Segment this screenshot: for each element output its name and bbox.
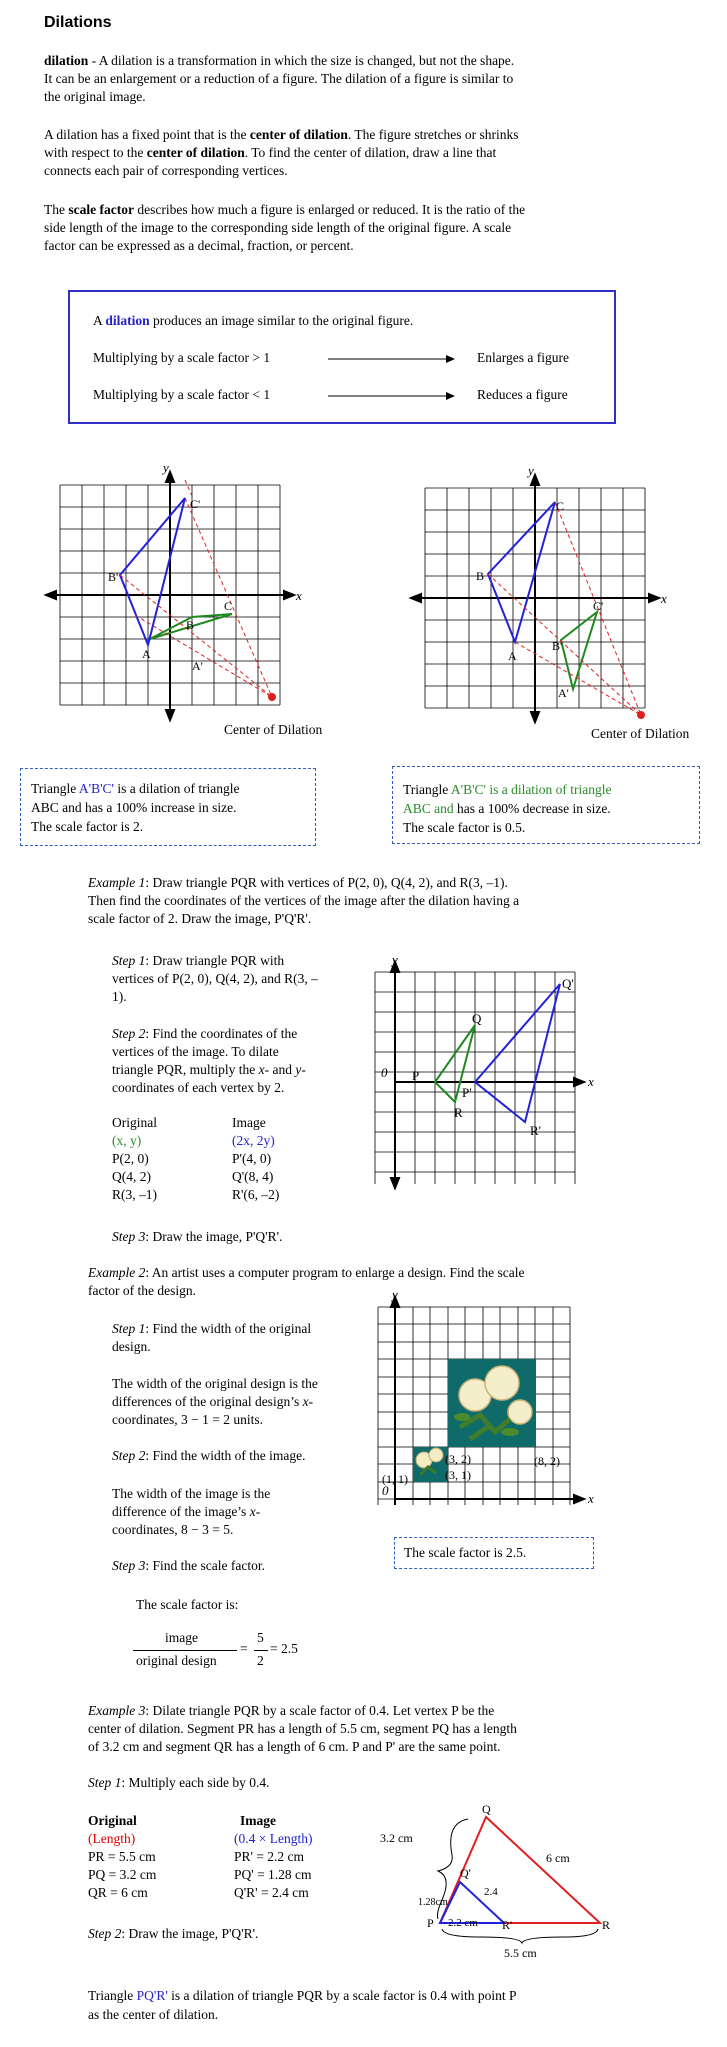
text: A [93,313,106,328]
label-q2r2-length: 2.4 [484,1886,498,1898]
label-qr-length: 6 cm [546,1851,570,1865]
term-image: PQ'R' [136,1988,168,2003]
example2-step3 [112,1558,265,1574]
graph2-note [403,780,612,837]
label-p2: P' [462,1085,472,1100]
reduction-graph [405,460,725,750]
label-b2: B' [108,570,119,584]
text: A dilation has a fixed point that is the [44,127,250,142]
formula-original: (Length) [88,1831,136,1846]
table-cell: Q'(8, 4) [232,1169,274,1184]
label-x: x [296,588,302,603]
label-b: B [186,618,195,632]
graph1-note [31,779,240,836]
label-y: y [392,1287,398,1302]
scale-paragraph [44,201,644,255]
text: Triangle [31,781,79,796]
term-image: A'B'C' is a dilation of triangle [450,782,612,797]
table-cell: QR = 6 cm [88,1885,148,1900]
label-q2: Q' [460,1866,471,1880]
label-pq2-length: 1.28cm [418,1897,448,1908]
text: connects each pair of corresponding vertices. [44,163,288,178]
example2-graph [370,1287,630,1517]
text: of 3.2 cm and segment QR has a length of 6 cm. P and P' are the same point. [88,1739,501,1754]
example-label: Example 2 [88,1265,146,1280]
term-image: A'B'C' [78,781,114,796]
text: is a dilation of triangle PQR by a scale factor is 0.4 with point P [167,1988,517,2003]
table-cell: P(2, 0) [112,1151,149,1166]
brace-pr [442,1929,598,1943]
text: The scale factor is 2. [31,819,144,834]
triangle-pqr-image [475,984,560,1122]
text: produces an image similar to the original figure. [149,313,414,328]
table-header-original: Original [112,1115,157,1130]
label-y: y [392,952,398,967]
example1-prompt [88,874,648,928]
label-pr-length: 5.5 cm [504,1946,537,1960]
label-b2: B' [552,639,563,653]
step-label: Step 1 [112,1321,146,1336]
summary-row-1-label: Multiplying by a scale factor > 1 [93,350,271,365]
text: : Dilate triangle PQR by a scale factor of 0.4. Let vertex P be the [145,1703,495,1718]
dilation-rays [488,502,641,715]
scale-factor-is: The scale factor is: [136,1597,239,1612]
equals-sign: = [240,1641,248,1656]
text: ABC and [403,801,454,816]
label-y: y [163,460,169,475]
graph1-caption: Center of Dilation [224,722,323,737]
text: Then find the coordinates of the vertices of the image after the dilation having a [88,893,520,908]
table-cell: PQ = 3.2 cm [88,1867,157,1882]
text: Triangle [88,1988,137,2003]
text: - A dilation is a transformation in which the size is changed, but not the shape. [88,53,515,68]
fraction-denominator: original design [136,1653,217,1668]
arrow-right-icon [328,352,456,366]
center-of-dilation-point [637,711,645,719]
table-header-image: Image [232,1115,266,1130]
text: design. [112,1339,151,1354]
label-r: R [454,1105,463,1120]
text: - and [264,1062,296,1077]
label-point-1-1: (1, 1) [382,1472,408,1486]
step-label: Step 3 [112,1229,146,1244]
text: - [255,1504,261,1519]
text: coordinates of each vertex by 2. [112,1080,285,1095]
step-label: Step 2 [88,1926,122,1941]
label-c: C [224,599,233,613]
label-q: Q [482,1802,491,1816]
text: : Find the width of the image. [145,1448,306,1463]
fraction-num-5: 5 [257,1630,264,1645]
text: ABC and has a 100% increase in size. [31,800,237,815]
graph2-caption: Center of Dilation [591,726,690,741]
grid [375,972,575,1184]
label-r2: R' [530,1123,542,1138]
label-c2: C' [593,599,604,613]
example3-step1 [88,1775,269,1791]
text: as the center of dilation. [88,2007,219,2022]
text: has a 100% decrease in size. [453,801,611,816]
arrow-right-icon [328,389,456,403]
text: It can be an enlargement or a reduction of a figure. The dilation of a figure is similar to [44,71,514,86]
large-flower-design [448,1359,536,1447]
label-a: A [142,647,151,661]
fraction-numerator: image [165,1630,198,1645]
text: differences of the original design’s [112,1394,303,1409]
label-point-3-2: (3, 2) [445,1452,471,1466]
step-label: Step 3 [112,1558,146,1573]
table-cell: PR' = 2.2 cm [234,1849,305,1864]
example1-step3 [112,1229,282,1245]
example2-step2 [112,1448,305,1464]
text: vertices of the image. To dilate [112,1044,279,1059]
text: : Draw the image, P'Q'R'. [145,1229,283,1244]
example3-conclusion [88,1986,668,2024]
step-label: Step 2 [112,1026,146,1041]
fraction-bar [133,1650,237,1651]
text: x [302,1394,309,1409]
label-point-8-2: (8, 2) [534,1454,560,1468]
summary-row-2-result: Reduces a figure [477,387,568,402]
text: - [308,1394,314,1409]
label-a2: A' [558,686,569,700]
text: coordinates, 8 − 3 = 5. [112,1522,234,1537]
table-cell: R'(6, –2) [232,1187,280,1202]
text: : Draw triangle PQR with [145,953,285,968]
center-of-dilation-point [268,693,276,701]
scale-fraction [133,1630,333,1674]
axes [411,475,659,722]
example2-step1 [112,1320,372,1356]
example3-prompt [88,1702,648,1756]
text: describes how much a figure is enlarged or reduced. It is the ratio of the [133,202,526,217]
fraction-den-2: 2 [257,1653,264,1668]
example-label: Example 1 [88,875,146,890]
term-dilation: dilation [105,313,150,328]
step-label: Step 1 [88,1775,122,1790]
label-q: Q [472,1011,482,1026]
label-point-3-1: (3, 1) [445,1468,471,1482]
formula-image: (2x, 2y) [232,1133,275,1148]
label-origin: 0 [381,1065,388,1080]
text: : An artist uses a computer program to enlarge a design. Find the scale [145,1265,525,1280]
small-flower-design [413,1447,448,1482]
label-x: x [588,1074,594,1089]
page-title: Dilations [44,14,112,31]
text: factor of the design. [88,1283,196,1298]
center-paragraph [44,126,644,180]
term-center: center of dilation [249,127,348,142]
table-header-original: Original [88,1813,137,1828]
text: : Draw triangle PQR with vertices of P(2, 0), Q(4, 2), and R(3, –1). [145,875,508,890]
label-y: y [528,463,534,478]
text: scale factor of 2. Draw the image, P'Q'R'. [88,911,312,926]
label-p: P [412,1068,420,1083]
label-a: A [508,649,517,663]
label-origin: 0 [382,1483,389,1498]
text: 1). [112,989,127,1004]
example3-step2 [88,1926,258,1942]
text: triangle PQR, multiply the [112,1062,259,1077]
term-center: center of dilation [146,145,245,160]
text: : Draw the image, P'Q'R'. [121,1926,259,1941]
term-dilation: dilation [44,53,89,68]
label-pq-length: 3.2 cm [380,1831,413,1845]
definition-paragraph [44,52,644,106]
summary-line [93,313,413,329]
label-c: C [556,499,565,513]
text: x [249,1504,256,1519]
label-a2: A' [192,659,203,673]
enlargement-graph [40,460,360,750]
label-p: P [427,1916,434,1930]
text: The scale factor is 0.5. [403,820,526,835]
text: : Find the scale factor. [145,1558,265,1573]
label-q2: Q' [562,976,574,991]
example2-para2 [112,1485,372,1539]
label-x: x [588,1491,594,1506]
example2-para1 [112,1375,382,1429]
text: The [44,202,69,217]
table-cell: Q(4, 2) [112,1169,151,1184]
example1-graph [370,952,630,1192]
text: vertices of P(2, 0), Q(4, 2), and R(3, – [112,971,318,986]
text: difference of the image’s [112,1504,250,1519]
fraction-bar [254,1650,268,1651]
table-cell: PR = 5.5 cm [88,1849,156,1864]
summary-row-2-label: Multiplying by a scale factor < 1 [93,387,271,402]
table-cell: PQ' = 1.28 cm [234,1867,312,1882]
text: : Multiply each side by 0.4. [121,1775,270,1790]
text: : Find the coordinates of the [145,1026,298,1041]
text: x [258,1062,265,1077]
scale-result: = 2.5 [270,1641,298,1656]
formula-original: (x, y) [112,1133,142,1148]
label-b: B [476,569,485,583]
text: with respect to the [44,145,147,160]
table-cell: P'(4, 0) [232,1151,272,1166]
triangle-abc [488,502,555,642]
text: side length of the image to the corresponding side length of the original figure. A scale [44,220,512,235]
step-label: Step 2 [112,1448,146,1463]
text: - [301,1062,306,1077]
example1-step2 [112,1025,372,1097]
label-r2: R' [502,1918,513,1932]
step-label: Step 1 [112,953,146,968]
table-cell: R(3, –1) [112,1187,157,1202]
label-x: x [661,591,667,606]
text: is a dilation of triangle [113,781,240,796]
table-cell: Q'R' = 2.4 cm [234,1885,309,1900]
text: y [295,1062,302,1077]
term-scale-factor: scale factor [68,202,134,217]
text: center of dilation. Segment PR has a length of 5.5 cm, segment PQ has a length [88,1721,517,1736]
example3-figure [380,1802,620,1960]
text: The width of the original design is the [112,1376,318,1391]
table-header-image: Image [240,1813,276,1828]
text: the original image. [44,89,146,104]
text: : Find the width of the original [145,1321,312,1336]
example2-answer: The scale factor is 2.5. [404,1545,527,1560]
text: . To find the center of dilation, draw a line that [244,145,497,160]
text: . The figure stretches or shrinks [347,127,519,142]
text: The width of the image is the [112,1486,271,1501]
formula-image: (0.4 × Length) [234,1831,313,1846]
summary-row-1-result: Enlarges a figure [477,350,569,365]
label-c2: C' [190,497,201,511]
text: coordinates, 3 − 1 = 2 units. [112,1412,263,1427]
label-r: R [602,1918,611,1932]
text: Triangle [403,782,451,797]
triangle-image [120,498,185,645]
example-label: Example 3 [88,1703,146,1718]
text: factor can be expressed as a decimal, fraction, or percent. [44,238,354,253]
example1-step1 [112,952,372,1006]
label-pr2-length: 2.2 cm [448,1917,478,1929]
